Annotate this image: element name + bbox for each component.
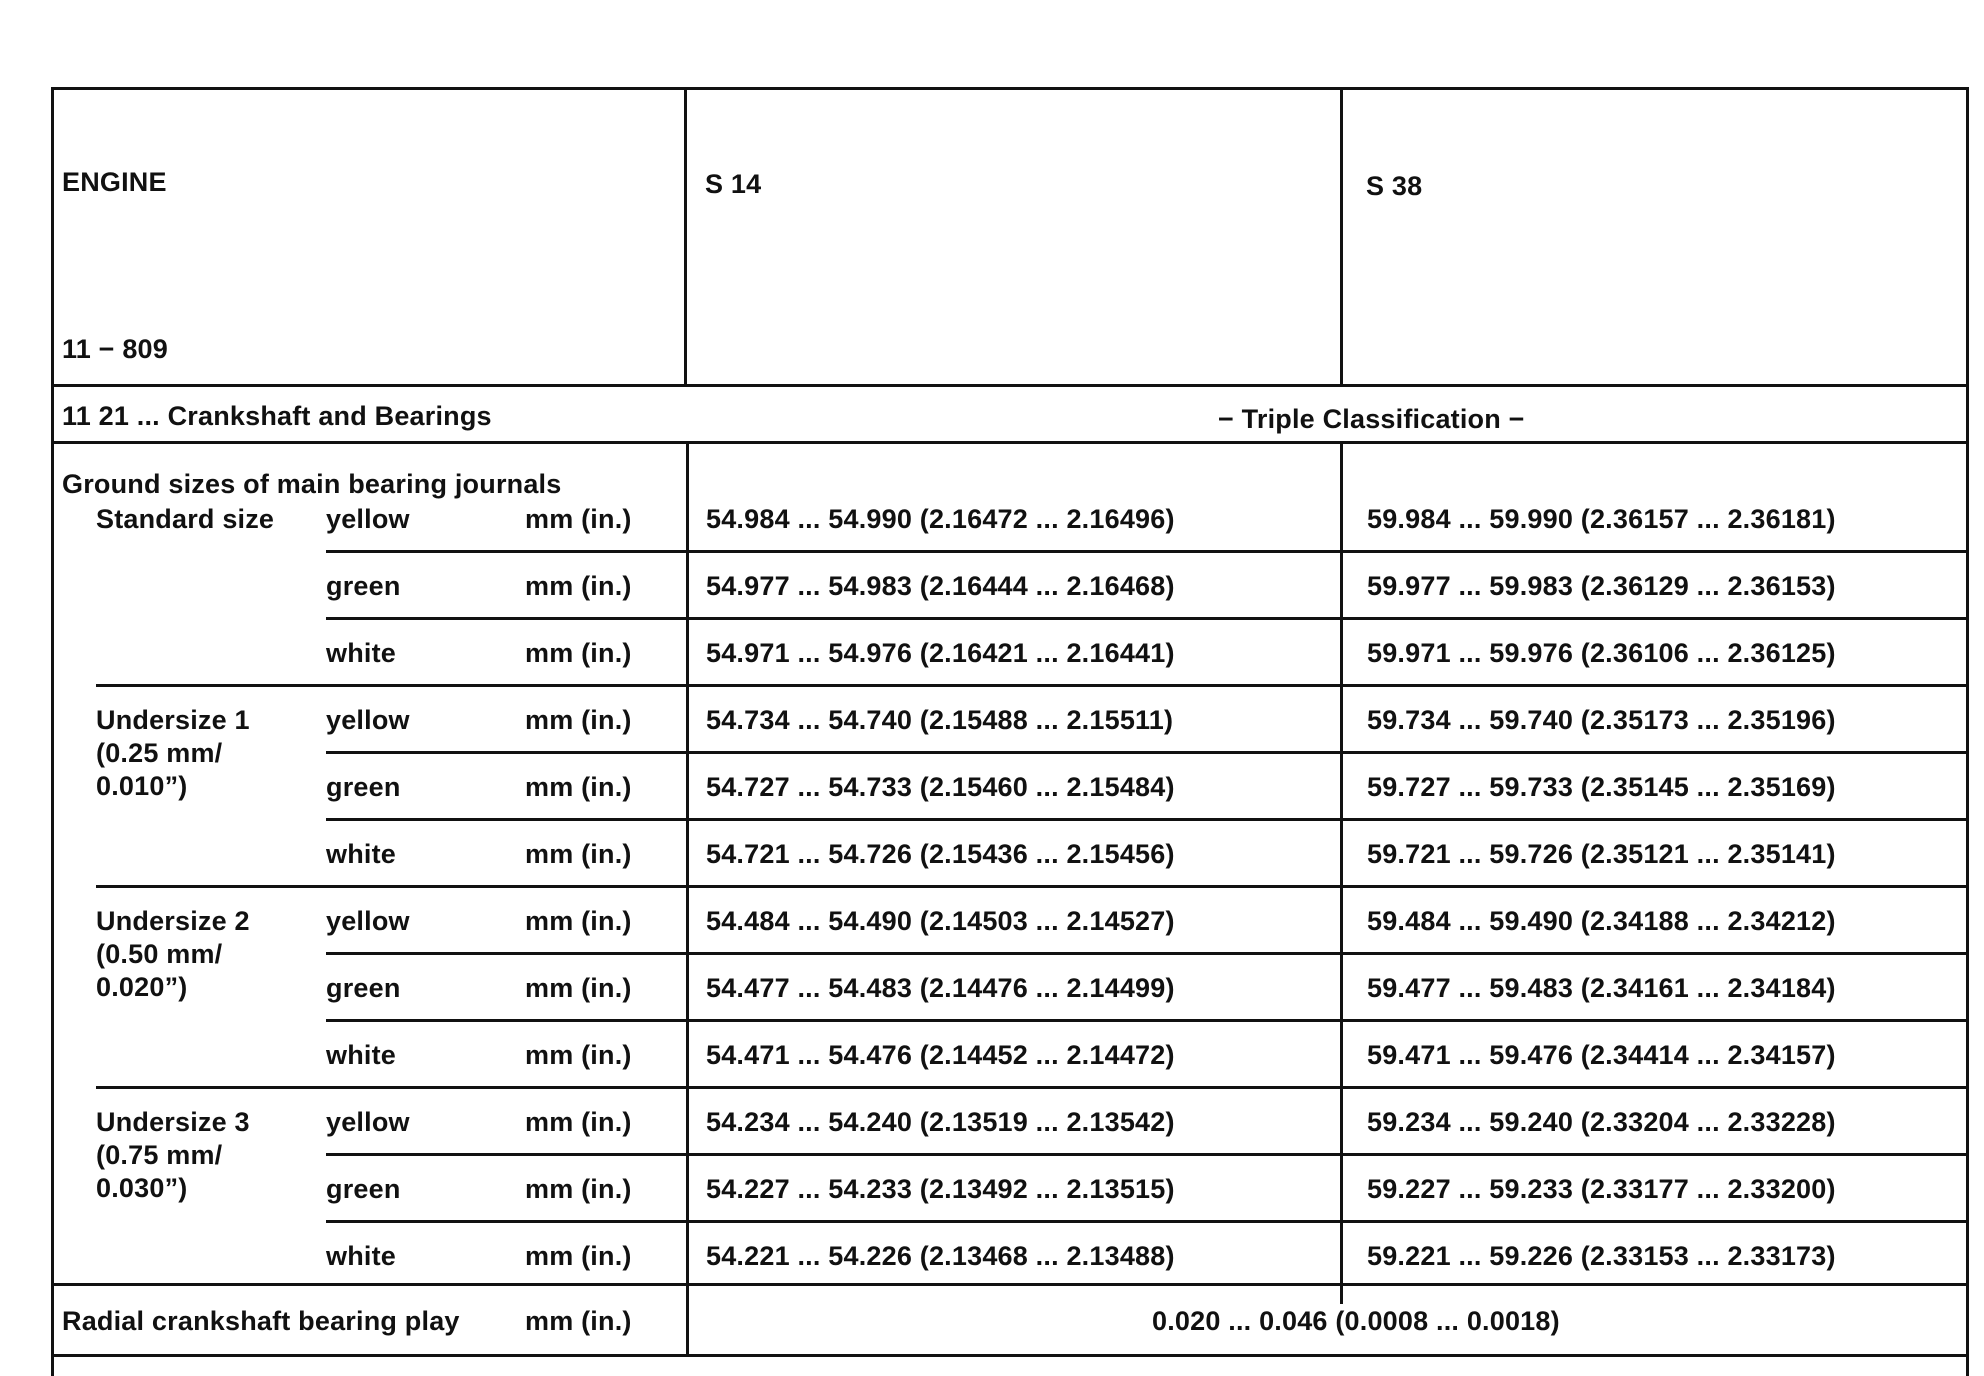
color-class-white: white: [326, 839, 397, 869]
journals-bottom-rule: [51, 1283, 1969, 1286]
unit-label: mm (in.): [525, 638, 632, 668]
row-divider: [326, 952, 1969, 955]
journals-heading: Ground sizes of main bearing journals: [62, 469, 562, 499]
unit-label: mm (in.): [525, 1174, 632, 1204]
size-group-label: Undersize 1: [96, 705, 250, 735]
s38-spec-value: 59.221 ... 59.226 (2.33153 ... 2.33173): [1367, 1241, 1836, 1271]
radial-play-bottom-rule: [51, 1354, 1969, 1357]
s38-spec-value: 59.484 ... 59.490 (2.34188 ... 2.34212): [1367, 906, 1836, 936]
unit-label: mm (in.): [525, 504, 632, 534]
header-divider-s38: [1340, 87, 1343, 385]
body-divider-s38: [1340, 441, 1343, 1304]
row-divider: [326, 751, 1969, 754]
color-class-white: white: [326, 1241, 397, 1271]
header-bottom-rule: [51, 384, 1969, 387]
engine-column-s14: S 14: [705, 169, 762, 199]
table-top-border: [51, 87, 1969, 90]
group-divider: [96, 885, 1969, 888]
s38-spec-value: 59.984 ... 59.990 (2.36157 ... 2.36181): [1367, 504, 1836, 534]
s38-spec-value: 59.227 ... 59.233 (2.33177 ... 2.33200): [1367, 1174, 1836, 1204]
page-reference: 11 − 809: [62, 334, 168, 364]
radial-play-value: 0.020 ... 0.046 (0.0008 ... 0.0018): [1152, 1306, 1560, 1336]
color-class-yellow: yellow: [326, 1107, 410, 1137]
group-title: 11 21 ... Crankshaft and Bearings: [62, 401, 492, 431]
color-class-white: white: [326, 638, 397, 668]
group-divider: [96, 1086, 1969, 1089]
unit-label: mm (in.): [525, 973, 632, 1003]
size-group-label: (0.50 mm/: [96, 939, 223, 969]
color-class-white: white: [326, 1040, 397, 1070]
unit-label: mm (in.): [525, 772, 632, 802]
row-divider: [326, 1153, 1969, 1156]
classification-note: − Triple Classification −: [1218, 404, 1525, 434]
s14-spec-value: 54.484 ... 54.490 (2.14503 ... 2.14527): [706, 906, 1175, 936]
row-divider: [326, 1220, 1969, 1223]
subheader-bottom-rule: [51, 441, 1969, 444]
color-class-yellow: yellow: [326, 906, 410, 936]
row-divider: [326, 617, 1969, 620]
color-class-green: green: [326, 571, 401, 601]
color-class-yellow: yellow: [326, 504, 410, 534]
s38-spec-value: 59.971 ... 59.976 (2.36106 ... 2.36125): [1367, 638, 1836, 668]
size-group-label: (0.75 mm/: [96, 1140, 223, 1170]
s14-spec-value: 54.971 ... 54.976 (2.16421 ... 2.16441): [706, 638, 1175, 668]
s38-spec-value: 59.721 ... 59.726 (2.35121 ... 2.35141): [1367, 839, 1836, 869]
engine-column-s38: S 38: [1366, 171, 1423, 201]
row-divider: [326, 1019, 1969, 1022]
s38-spec-value: 59.727 ... 59.733 (2.35145 ... 2.35169): [1367, 772, 1836, 802]
color-class-green: green: [326, 1174, 401, 1204]
unit-label: mm (in.): [525, 1107, 632, 1137]
size-group-label: 0.010”): [96, 771, 188, 801]
s14-spec-value: 54.977 ... 54.983 (2.16444 ... 2.16468): [706, 571, 1175, 601]
s14-spec-value: 54.234 ... 54.240 (2.13519 ... 2.13542): [706, 1107, 1175, 1137]
s38-spec-value: 59.234 ... 59.240 (2.33204 ... 2.33228): [1367, 1107, 1836, 1137]
s14-spec-value: 54.721 ... 54.726 (2.15436 ... 2.15456): [706, 839, 1175, 869]
row-divider: [326, 550, 1969, 553]
color-class-green: green: [326, 973, 401, 1003]
s38-spec-value: 59.977 ... 59.983 (2.36129 ... 2.36153): [1367, 571, 1836, 601]
row-divider: [326, 818, 1969, 821]
section-title: ENGINE: [62, 167, 167, 197]
table-left-border: [51, 87, 54, 1376]
s14-spec-value: 54.477 ... 54.483 (2.14476 ... 2.14499): [706, 973, 1175, 1003]
table-right-border: [1966, 87, 1969, 1376]
size-group-label: 0.030”): [96, 1173, 188, 1203]
size-group-label: (0.25 mm/: [96, 738, 223, 768]
color-class-green: green: [326, 772, 401, 802]
s38-spec-value: 59.477 ... 59.483 (2.34161 ... 2.34184): [1367, 973, 1836, 1003]
s14-spec-value: 54.221 ... 54.226 (2.13468 ... 2.13488): [706, 1241, 1175, 1271]
size-group-label: Undersize 2: [96, 906, 250, 936]
size-group-label: Undersize 3: [96, 1107, 250, 1137]
s14-spec-value: 54.734 ... 54.740 (2.15488 ... 2.15511): [706, 705, 1174, 735]
unit-label: mm (in.): [525, 705, 632, 735]
unit-label: mm (in.): [525, 1241, 632, 1271]
unit-label: mm (in.): [525, 571, 632, 601]
unit-label: mm (in.): [525, 839, 632, 869]
s14-spec-value: 54.984 ... 54.990 (2.16472 ... 2.16496): [706, 504, 1175, 534]
s38-spec-value: 59.471 ... 59.476 (2.34414 ... 2.34157): [1367, 1040, 1836, 1070]
unit-label: mm (in.): [525, 906, 632, 936]
s14-spec-value: 54.471 ... 54.476 (2.14452 ... 2.14472): [706, 1040, 1175, 1070]
size-group-label: Standard size: [96, 504, 275, 534]
unit-label: mm (in.): [525, 1040, 632, 1070]
size-group-label: 0.020”): [96, 972, 188, 1002]
radial-play-unit: mm (in.): [525, 1306, 632, 1336]
group-divider: [96, 684, 1969, 687]
color-class-yellow: yellow: [326, 705, 410, 735]
s14-spec-value: 54.727 ... 54.733 (2.15460 ... 2.15484): [706, 772, 1175, 802]
radial-play-label: Radial crankshaft bearing play: [62, 1306, 460, 1336]
s38-spec-value: 59.734 ... 59.740 (2.35173 ... 2.35196): [1367, 705, 1836, 735]
s14-spec-value: 54.227 ... 54.233 (2.13492 ... 2.13515): [706, 1174, 1175, 1204]
header-divider-s14: [684, 87, 687, 385]
